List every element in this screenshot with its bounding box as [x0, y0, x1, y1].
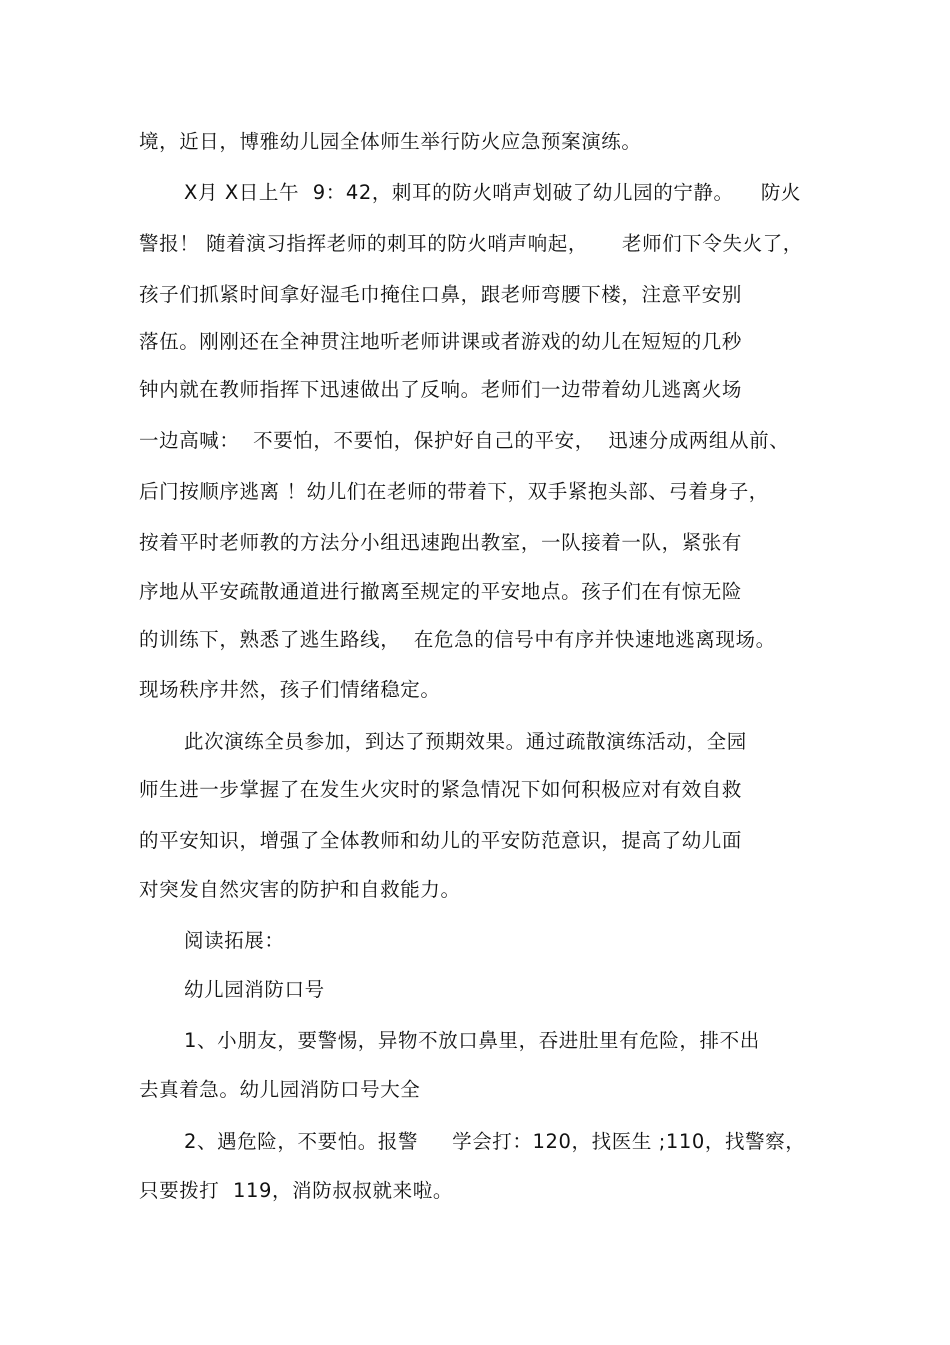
- text-line: 按着平时老师教的方法分小组迅速跑出教室，一队接着一队，紧张有: [139, 531, 743, 554]
- text-line: 去真着急。幼儿园消防口号大全: [139, 1078, 421, 1101]
- section-title: 幼儿园消防口号: [184, 978, 325, 1001]
- text-line: 只要拨打 119，消防叔叔就来啦。: [139, 1179, 453, 1202]
- text-line: 的训练下，熟悉了逃生路线， 在危急的信号中有序并快速地逃离现场。: [139, 628, 776, 651]
- text-line: 境，近日，博雅幼儿园全体师生举行防火应急预案演练。: [139, 130, 642, 153]
- text-line: 警报！ 随着演习指挥老师的刺耳的防火哨声响起， 老师们下令失火了，: [139, 232, 803, 255]
- text-line: 此次演练全员参加，到达了预期效果。通过疏散演练活动，全园: [184, 730, 747, 753]
- text-line: 落伍。刚刚还在全神贯注地听老师讲课或者游戏的幼儿在短短的几秒: [139, 330, 743, 353]
- text-line: 孩子们抓紧时间拿好湿毛巾掩住口鼻，跟老师弯腰下楼，注意平安别: [139, 283, 743, 306]
- text-line: X月 X日上午 9：42，刺耳的防火哨声划破了幼儿园的宁静。 防火: [184, 181, 802, 204]
- text-line: 2、遇危险，不要怕。报警 学会打：120，找医生 ;110，找警察，: [184, 1130, 806, 1153]
- text-line: 钟内就在教师指挥下迅速做出了反响。老师们一边带着幼儿逃离火场: [139, 378, 743, 401]
- text-line: 现场秩序井然，孩子们情绪稳定。: [139, 678, 441, 701]
- text-line: 序地从平安疏散通道进行撤离至规定的平安地点。孩子们在有惊无险: [139, 580, 743, 603]
- text-line: 1、小朋友，要警惕，异物不放口鼻里，吞进肚里有危险，排不出: [184, 1029, 760, 1052]
- text-line: 后门按顺序逃离 ！幼儿们在老师的带着下，双手紧抱头部、弓着身子，: [139, 480, 769, 503]
- text-line: 对突发自然灾害的防护和自救能力。: [139, 878, 461, 901]
- section-heading: 阅读拓展：: [184, 929, 285, 952]
- text-line: 师生进一步掌握了在发生火灾时的紧急情况下如何积极应对有效自救: [139, 778, 743, 801]
- text-line: 一边高喊： 不要怕，不要怕，保护好自己的平安， 迅速分成两组从前、: [139, 429, 790, 452]
- text-line: 的平安知识，增强了全体教师和幼儿的平安防范意识，提高了幼儿面: [139, 829, 743, 852]
